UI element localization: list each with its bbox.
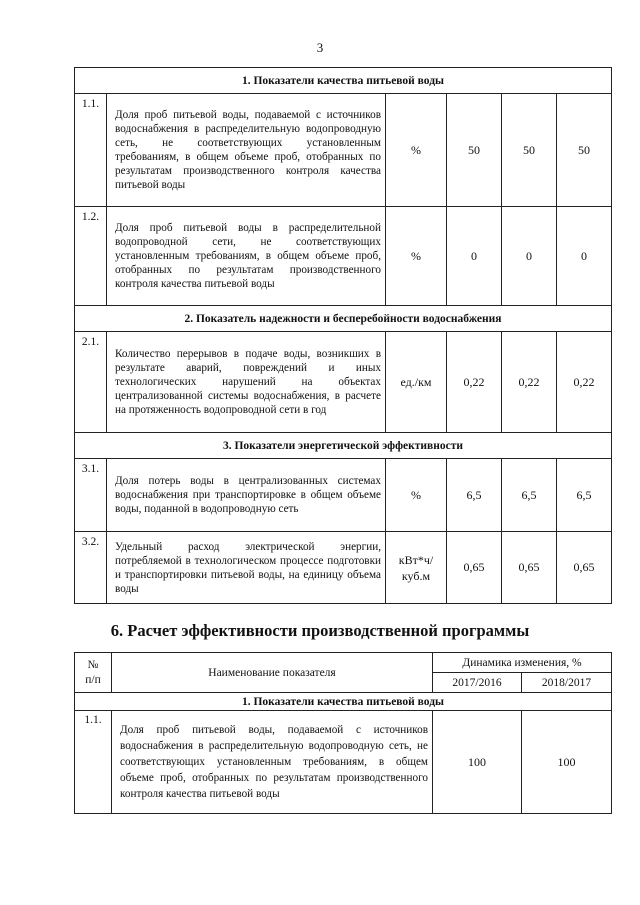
value-cell: 0,65 [557,532,612,604]
value-cell: 50 [557,94,612,207]
value-cell: 6,5 [557,459,612,532]
unit-cell: % [386,207,447,306]
table-row [75,459,612,532]
table-row [75,711,612,814]
section-title: 1. Показатели качества питьевой воды [75,693,612,711]
value-cell: 0,65 [502,532,557,604]
value-cell: 50 [447,94,502,207]
unit-cell: ед./км [386,332,447,433]
header-name: Наименование показателя [112,653,433,693]
indicator-name: Доля проб питьевой воды, подаваемой с источников водоснабжения в распределительную водопроводную сеть, не соответствующих установленным требованиям, в общем объеме проб, отобранных по результатам производственного контроля качества питьевой воды [107,94,386,207]
indicator-name: Доля проб питьевой воды, подаваемой с источников водоснабжения в распределительную водопроводную сеть, не соответствующих установленным требованиям, в общем объеме проб, отобранных по результатам производственного контроля качества питьевой воды [112,711,433,814]
header-period: 2018/2017 [522,673,612,693]
header-number: № п/п [75,653,112,693]
efficiency-table [74,652,612,814]
value-cell: 0 [557,207,612,306]
header-period: 2017/2016 [433,673,522,693]
value-cell: 6,5 [447,459,502,532]
indicator-name: Доля потерь воды в централизованных системах водоснабжения при транспортировке в общем объеме воды, поданной в водопроводную сеть [107,459,386,532]
row-number: 3.1. [75,459,107,532]
row-number: 3.2. [75,532,107,604]
row-number: 1.1. [75,94,107,207]
unit-cell: % [386,94,447,207]
table-row [75,94,612,207]
section-row [75,68,612,94]
table-row [75,332,612,433]
section-title: 1. Показатели качества питьевой воды [75,68,612,94]
value-cell: 0,22 [447,332,502,433]
section-row [75,693,612,711]
header-row [75,653,612,673]
value-cell: 6,5 [502,459,557,532]
table-row [75,532,612,604]
indicator-name: Количество перерывов в подаче воды, возникших в результате аварий, повреждений и иных технологических нарушений на объектах централизованной системы водоснабжения, в расчете на протяженность водопроводной сети в год [107,332,386,433]
value-cell: 100 [522,711,612,814]
indicator-name: Доля проб питьевой воды в распределительной водопроводной сети, не соответствующих установленным требованиям, в общем объеме проб, отобранных по результатам производственного контроля качества питьевой воды [107,207,386,306]
section-title: 2. Показатель надежности и бесперебойности водоснабжения [75,306,612,332]
value-cell: 0,22 [502,332,557,433]
value-cell: 0,22 [557,332,612,433]
section-title: 3. Показатели энергетической эффективности [75,433,612,459]
header-dynamics: Динамика изменения, % [433,653,612,673]
value-cell: 0,65 [447,532,502,604]
section-row [75,306,612,332]
row-number: 1.2. [75,207,107,306]
unit-cell: % [386,459,447,532]
table-row [75,207,612,306]
page-number: 3 [316,40,324,55]
section-row [75,433,612,459]
quality-indicators-table [74,67,612,604]
unit-cell: кВт*ч/ куб.м [386,532,447,604]
value-cell: 100 [433,711,522,814]
value-cell: 0 [502,207,557,306]
row-number: 1.1. [75,711,112,814]
indicator-name: Удельный расход электрической энергии, потребляемой в технологическом процессе подготовки и транспортировки питьевой воды, на единицу объема воды [107,532,386,604]
row-number: 2.1. [75,332,107,433]
value-cell: 0 [447,207,502,306]
value-cell: 50 [502,94,557,207]
section-heading: 6. Расчет эффективности производственной программы [110,621,530,640]
